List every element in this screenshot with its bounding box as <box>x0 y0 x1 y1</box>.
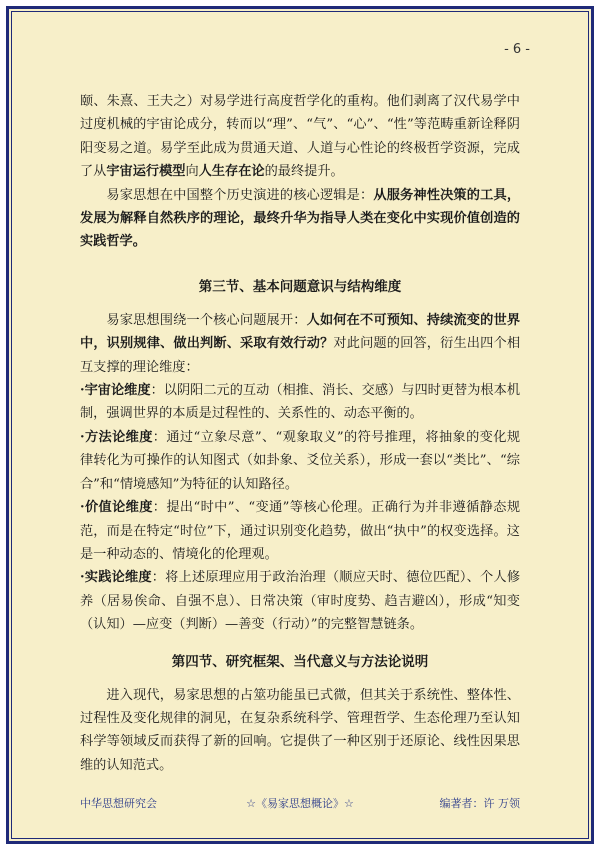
text-run: 易家思想围绕一个核心问题展开： <box>106 312 307 328</box>
footer-author: 编著者：许 万领 <box>439 797 520 810</box>
section-3-title: 第三节、基本问题意识与结构维度 <box>198 278 402 295</box>
text-run: 易家思想在中国整个历史演进的核心逻辑是： <box>106 187 374 203</box>
bullet-dot-icon: · <box>80 500 85 516</box>
text-run: 对此问题的回答，衍生出四个相互支撑的理论维度： <box>80 336 521 375</box>
page-content <box>80 90 520 777</box>
page-number: - 6 - <box>504 42 530 57</box>
bullet-label: 实践论维度 <box>84 570 152 586</box>
section-4-title: 第四节、研究框架、当代意义与方法论说明 <box>171 653 429 670</box>
bullet-list <box>80 379 520 636</box>
text-run: 的最终提升。 <box>264 164 344 180</box>
bullet-item <box>80 496 520 566</box>
paragraph-1 <box>80 90 520 184</box>
paragraph-3 <box>80 309 520 379</box>
bullet-text: ：将上述原理应用于政治治理（顺应天时、德位匹配）、个人修养（居易俟命、自强不息）、日常决策（审时度势、趋吉避凶），形成“知变（认知）—应变（判断）—善变（行动）”的完整智慧链条。 <box>80 570 521 633</box>
bullet-dot-icon: · <box>80 383 85 399</box>
bullet-label: 宇宙论维度 <box>84 383 151 399</box>
paragraph-2 <box>80 184 520 254</box>
footer-book-title: ☆《易家思想概论》☆ <box>246 797 354 810</box>
text-run: 向 <box>185 164 199 180</box>
bullet-label: 价值论维度 <box>84 500 153 516</box>
bullet-dot-icon: · <box>80 429 85 445</box>
bullet-label: 方法论维度 <box>84 429 153 445</box>
bold-text-run: 从服务神性决策的工具，发展为解释自然秩序的理论，最终升华为指导人类在变化中实现价值创造的实践哲学。 <box>80 187 521 250</box>
bullet-item <box>80 566 520 636</box>
bullet-item <box>80 379 520 426</box>
bullet-text: ：以阴阳二元的互动（相推、消长、交感）与四时更替为根本机制，强调世界的本质是过程性的、关系性的、动态平衡的。 <box>80 383 521 422</box>
bold-text-run: 宇宙运行模型 <box>106 164 186 180</box>
text-run: 颐、朱熹、王夫之）对易学进行高度哲学化的重构。他们剥离了汉代易学中过度机械的宇宙论成分，转而以“理”、“气”、“心”、“性”等范畴重新诠释阴阳变易之道。易学至此成为贯通天道、人道与心性论的终极哲学资源，完成了从 <box>80 94 520 180</box>
paragraph-4: 进入现代，易家思想的占筮功能虽已式微，但其关于系统性、整体性、过程性及变化规律的洞见，在复杂系统科学、管理哲学、生态伦理乃至认知科学等领域反而获得了新的回响。它提供了一种区别于还原论、线性因果思维的认知范式。 <box>80 687 520 773</box>
bullet-item <box>80 426 520 496</box>
bold-text-run: 人如何在不可预知、持续流变的世界中，识别规律、做出判断、采取有效行动？ <box>80 312 521 352</box>
footer-organization: 中华思想研究会 <box>80 797 157 810</box>
bullet-text: ：提出“时中”、“变通”等核心伦理。正确行为并非遵循静态规范，而是在特定“时位”下，通过识别变化趋势，做出“执中”的权变选择。这是一种动态的、情境化的伦理观。 <box>80 500 521 562</box>
bold-text-run: 人生存在论 <box>198 164 265 180</box>
bullet-dot-icon: · <box>80 570 85 586</box>
bullet-text: ：通过“立象尽意”、“观象取义”的符号推理，将抽象的变化规律转化为可操作的认知图式（如卦象、爻位关系），形成一套以“类比”、“综合”和“情境感知”为特征的认知路径。 <box>80 429 521 492</box>
